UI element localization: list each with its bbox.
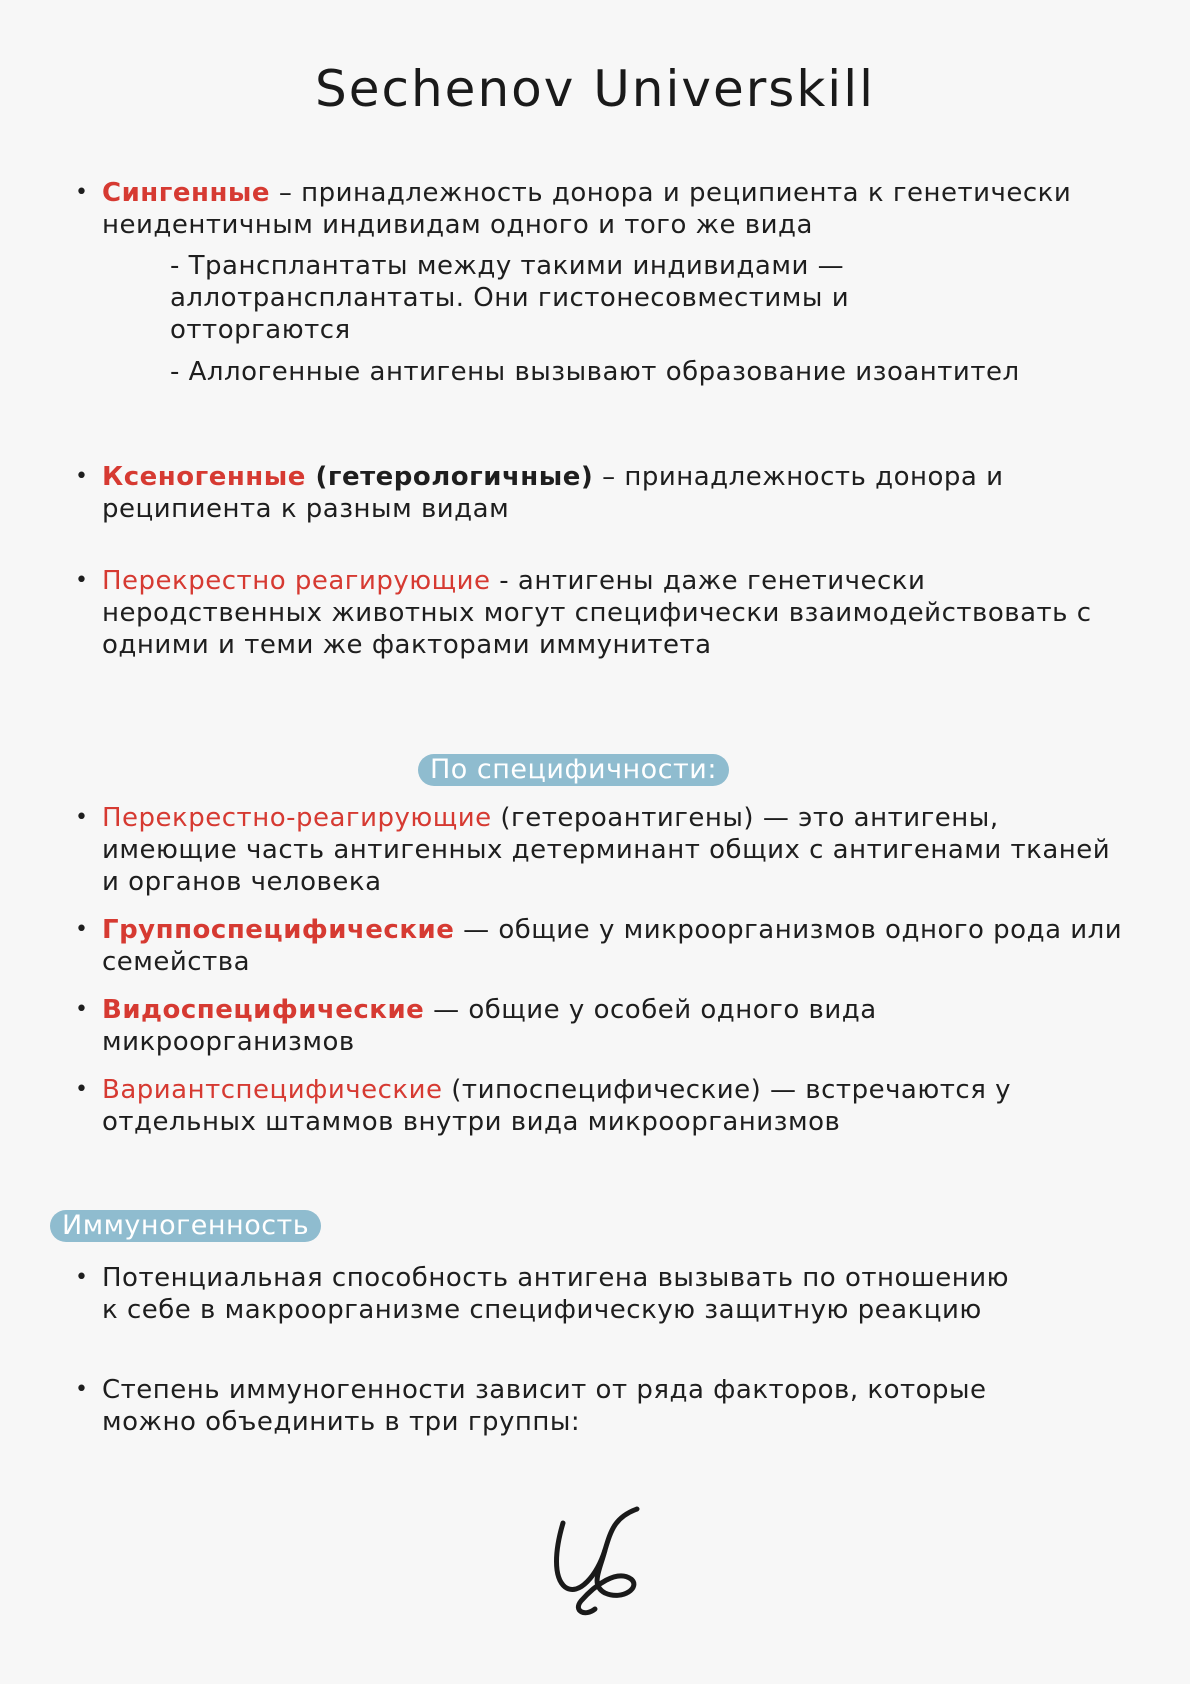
bullet: • [75, 1377, 88, 1402]
definition: — общие у особей одного вида микроорганизмов [102, 995, 877, 1057]
sub-item: - Аллогенные антигены вызывают образование изоантител [170, 357, 1020, 387]
bullet: • [75, 568, 88, 593]
term-qualifier: (гетерологичные) [305, 462, 594, 492]
list-item [102, 994, 1132, 1058]
bullet: • [75, 1265, 88, 1290]
list-item: Потенциальная способность антигена вызывать по отношению к себе в макроорганизме специфическую защитную реакцию [102, 1263, 1009, 1325]
list-item-syngeneic [102, 177, 1132, 241]
section-heading-specificity: По специфичности: [418, 754, 729, 786]
bullet: • [75, 1077, 88, 1102]
term: Перекрестно-реагирующие [102, 803, 492, 833]
us-monogram-logo [545, 1505, 655, 1625]
sub-item: - Трансплантаты между такими индивидами — аллотрансплантаты. Они гистонесовместимы и отторгаются [170, 251, 850, 345]
list-item: Степень иммуногенности зависит от ряда факторов, которые можно объединить в три группы: [102, 1375, 987, 1437]
definition: (гетероантигены) — это антигены, имеющие часть антигенных детерминант общих с антигенами тканей и органов человека [102, 803, 1111, 897]
bullet: • [75, 805, 88, 830]
bullet: • [75, 464, 88, 489]
list-item [102, 914, 1132, 978]
list-item-cross-reacting [102, 565, 1132, 661]
term: Видоспецифические [102, 995, 425, 1025]
definition: - антигены даже генетически неродственных животных могут специфически взаимодействовать с одними и теми же факторами иммунитета [102, 566, 1092, 660]
list-item [102, 802, 1132, 898]
term: Перекрестно реагирующие [102, 566, 491, 596]
definition: – принадлежность донора и реципиента к разным видам [102, 462, 1004, 524]
term: Вариантспецифические [102, 1075, 443, 1105]
bullet: • [75, 180, 88, 205]
definition: – принадлежность донора и реципиента к генетически неидентичным индивидам одного и того же вида [102, 178, 1072, 240]
term: Сингенные [102, 178, 271, 208]
definition: — общие у микроорганизмов одного рода или семейства [102, 915, 1123, 977]
section-heading-immunogenicity: Иммуногенность [50, 1210, 321, 1242]
term: Ксеногенные [102, 462, 306, 492]
bullet: • [75, 917, 88, 942]
list-item [102, 1074, 1132, 1138]
bullet: • [75, 997, 88, 1022]
page-title: Sechenov Universkill [315, 60, 875, 118]
list-item-xenogeneic [102, 461, 1132, 525]
term: Группоспецифические [102, 915, 455, 945]
definition: (типоспецифические) — встречаются у отдельных штаммов внутри вида микроорганизмов [102, 1075, 1011, 1137]
